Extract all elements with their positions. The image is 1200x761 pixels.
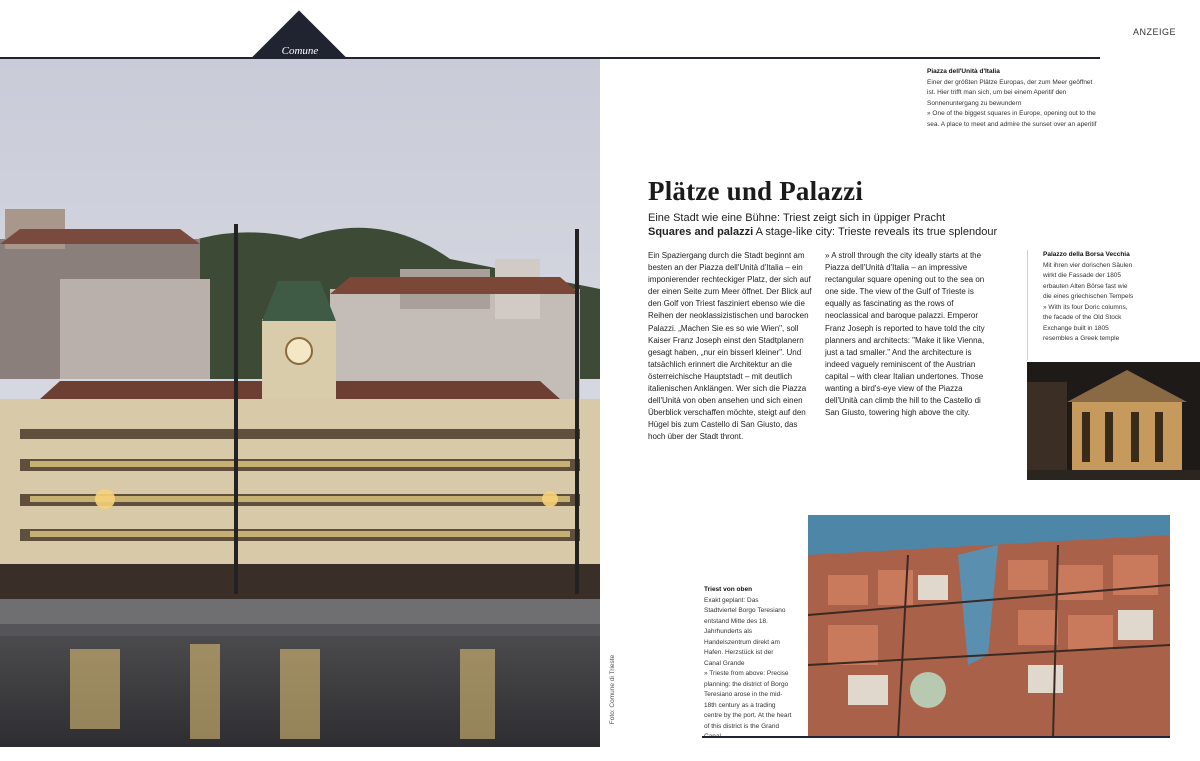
article-subtitle-en-bold: Squares and palazzi	[648, 226, 754, 238]
photo-borsa-vecchia	[1027, 362, 1200, 480]
article-title: Plätze und Palazzi	[648, 176, 864, 206]
caption-divider	[1027, 250, 1028, 360]
caption-borsa-de: Mit ihren vier dorischen Säulen wirkt die Fassade der 1805 erbauten Alten Börse fast wie die eines griechischen Tempels	[1043, 261, 1134, 300]
article-body-de: Ein Spaziergang durch die Stadt beginnt am besten an der Piazza dell'Unità d'Italia – ein imponierender rechteckiger Platz, der sich auf der einen Seite zum Meer öffnet. Der Blick auf den Golf von Triest fasziniert ebenso wie die Reihen der neoklassizistischen und barocken Palazzi. „Machen Sie es so wie Wien", soll Kaiser Franz Joseph einst den Stadtplanern gesagt haben, „nur ein bisserl kleiner". Und tatsächlich erinnert die Architektur an die österreichische Hauptstadt – mit deutlich italienischen Anklängen. Wer sich die Piazza dell'Unità von oben ansehen und sich einen Überblick verschaffen möchte, steigt auf den Hügel bis zum Castello di San Giusto, das hoch über der Stadt thront.	[648, 251, 812, 442]
badge-line-1: Comune	[281, 45, 319, 57]
caption-borsa	[1043, 250, 1138, 345]
hero-photo-piazza	[0, 59, 600, 747]
photo-credit-text: Foto: Comune di Trieste	[609, 654, 617, 725]
article-subtitle-en	[648, 226, 997, 238]
caption-borsa-en: » With its four Doric columns, the facade of the Old Stock Exchange built in 1805 resembles a Greek temple	[1043, 303, 1128, 342]
article-body-en: » A stroll through the city ideally starts at the Piazza dell'Unità d'Italia – an impressive rectangular square opening out to the sea on one side. The view of the Gulf of Trieste is equally as fascinating as the rows of neoclassical and baroque palazzi. Emperor Franz Joseph is reported to have told the city planners and architects: "Make it like Vienna, just a tad smaller." And the architecture is indeed vaguely reminiscent of the Austrian capital – with clear Italian undertones. Those wanting a bird's-eye view of the Piazza dell'Unità can climb the hill to the Castello di San Giusto, towering high above the city.	[825, 251, 985, 418]
caption-piazza	[927, 67, 1102, 130]
advertisement-label: ANZEIGE	[1133, 27, 1177, 37]
photo-credit	[609, 652, 624, 732]
caption-oben-en: » Trieste from above: Precise planning: the district of Borgo Teresiano arose in the mid-18th century as a trading centre by the port. At the heart of this district is the Grand	[704, 670, 792, 730]
photo-aerial-trieste	[808, 515, 1170, 738]
caption-oben-de: Exakt geplant: Das Stadtviertel Borgo Teresiano entstand Mitte des 18. Jahrhunderts als Handelszentrum direkt am Hafen. Herzstück ist der Canal Grande	[704, 596, 786, 667]
caption-borsa-title: Palazzo della Borsa Vecchia	[1043, 251, 1130, 258]
caption-oben-title: Triest von oben	[704, 586, 753, 593]
caption-piazza-de: Einer der größten Plätze Europas, der zum Meer geöffnet ist. Hier trifft man sich, um bei einem Aperitif den Sonnenuntergang zu bewundern	[927, 78, 1093, 107]
footer-rule	[702, 736, 1170, 738]
article-subtitle-en-text: A stage-like city: Trieste reveals its true splendour	[753, 226, 998, 238]
caption-piazza-en: » One of the biggest squares in Europe, opening out to the sea. A place to meet and admire the sunset over an aperitif	[927, 110, 1097, 128]
caption-piazza-title: Piazza dell'Unità d'Italia	[927, 68, 1000, 75]
caption-triest-von-oben	[704, 585, 792, 743]
article-subtitle-de: Eine Stadt wie eine Bühne: Triest zeigt sich in üppiger Pracht	[648, 212, 946, 224]
